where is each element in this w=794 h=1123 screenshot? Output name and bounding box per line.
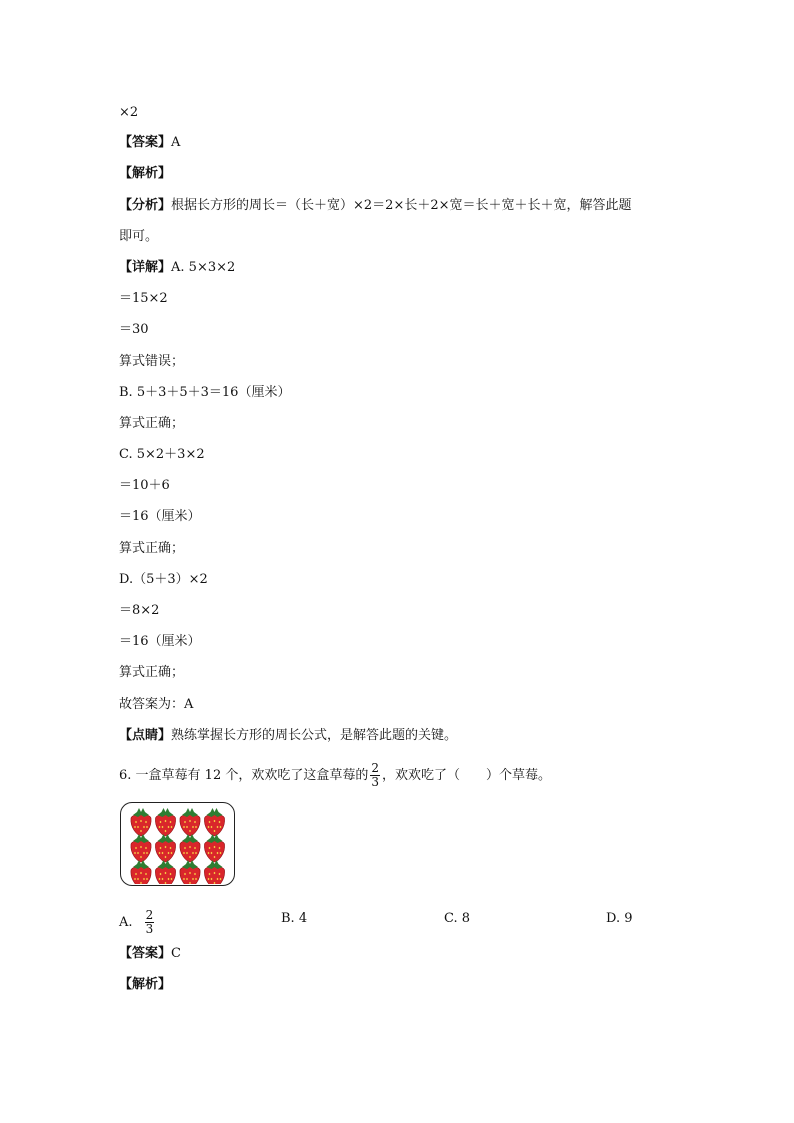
text-line: 故答案为：A <box>119 697 194 712</box>
fraction <box>370 762 380 789</box>
text-line: 算式正确； <box>119 665 185 680</box>
text-line: ＝8×2 <box>119 603 160 618</box>
text-line: 算式正确； <box>119 416 185 431</box>
remark-tag: 【点睛】 <box>119 728 172 743</box>
question-text: 6. 一盒草莓有 12 个，欢欢吃了这盒草莓的 <box>119 768 369 783</box>
answer-line <box>119 944 181 964</box>
text-line: D.（5＋3）×2 <box>119 572 208 587</box>
text-line: ＝16（厘米） <box>119 509 201 524</box>
option-c: C. 8 <box>444 911 471 926</box>
text-line: ＝16（厘米） <box>119 634 201 649</box>
strawberry-box <box>120 802 235 886</box>
text-line: 算式错误； <box>119 354 185 369</box>
fraction-denominator: 3 <box>371 775 379 789</box>
option-d: D. 9 <box>606 911 633 926</box>
analysis-tag: 【分析】 <box>119 198 172 213</box>
detail-tag: 【详解】 <box>119 260 172 275</box>
remark-line <box>119 726 457 746</box>
text-line: ＝10＋6 <box>119 478 170 493</box>
strawberry-icon <box>204 808 224 836</box>
text-line: ＝30 <box>119 322 149 337</box>
question-text: ，欢欢吃了（ ）个草莓。 <box>381 768 551 783</box>
strawberry-icon <box>155 834 175 862</box>
strawberry-icon <box>131 834 151 862</box>
fraction-numerator: 2 <box>371 761 379 775</box>
fraction-numerator: 2 <box>145 908 154 922</box>
answer-tag: 【答案】 <box>119 946 172 961</box>
text-line: ＝15×2 <box>119 291 168 306</box>
detail-line <box>119 258 235 278</box>
strawberry-icon <box>204 860 224 884</box>
question-6 <box>119 762 551 789</box>
text-line: 算式正确； <box>119 541 185 556</box>
strawberry-icon <box>131 808 151 836</box>
text-line: B. 5＋3＋5＋3＝16（厘米） <box>119 385 291 400</box>
answer-value: C <box>171 946 181 961</box>
strawberry-icon <box>204 834 224 862</box>
answer-line <box>119 133 180 153</box>
fraction <box>145 909 155 936</box>
option-label: A. <box>119 915 133 930</box>
option-b: B. 4 <box>281 911 308 926</box>
strawberry-icon <box>180 860 200 884</box>
strawberry-icon <box>180 808 200 836</box>
strawberry-icon <box>155 860 175 884</box>
strawberry-icon <box>131 860 151 884</box>
analysis-heading: 【解析】 <box>119 166 172 181</box>
analysis-text: 根据长方形的周长＝（长＋宽）×2＝2×长＋2×宽＝长＋宽＋长＋宽，解答此题 <box>171 198 632 213</box>
text-line: 即可。 <box>119 229 159 244</box>
strawberry-icon <box>155 808 175 836</box>
option-a <box>119 909 156 936</box>
fraction-denominator: 3 <box>145 922 154 936</box>
analysis-heading: 【解析】 <box>119 977 172 992</box>
detail-text: A. 5×3×2 <box>171 260 236 275</box>
answer-tag: 【答案】 <box>119 135 172 150</box>
text-line: ×2 <box>119 105 139 120</box>
strawberry-icon <box>180 834 200 862</box>
remark-text: 熟练掌握长方形的周长公式，是解答此题的关键。 <box>171 728 458 743</box>
strawberry-grid <box>129 806 229 884</box>
text-line: C. 5×2＋3×2 <box>119 447 205 462</box>
answer-value: A <box>171 135 181 150</box>
analysis-line <box>119 196 632 216</box>
